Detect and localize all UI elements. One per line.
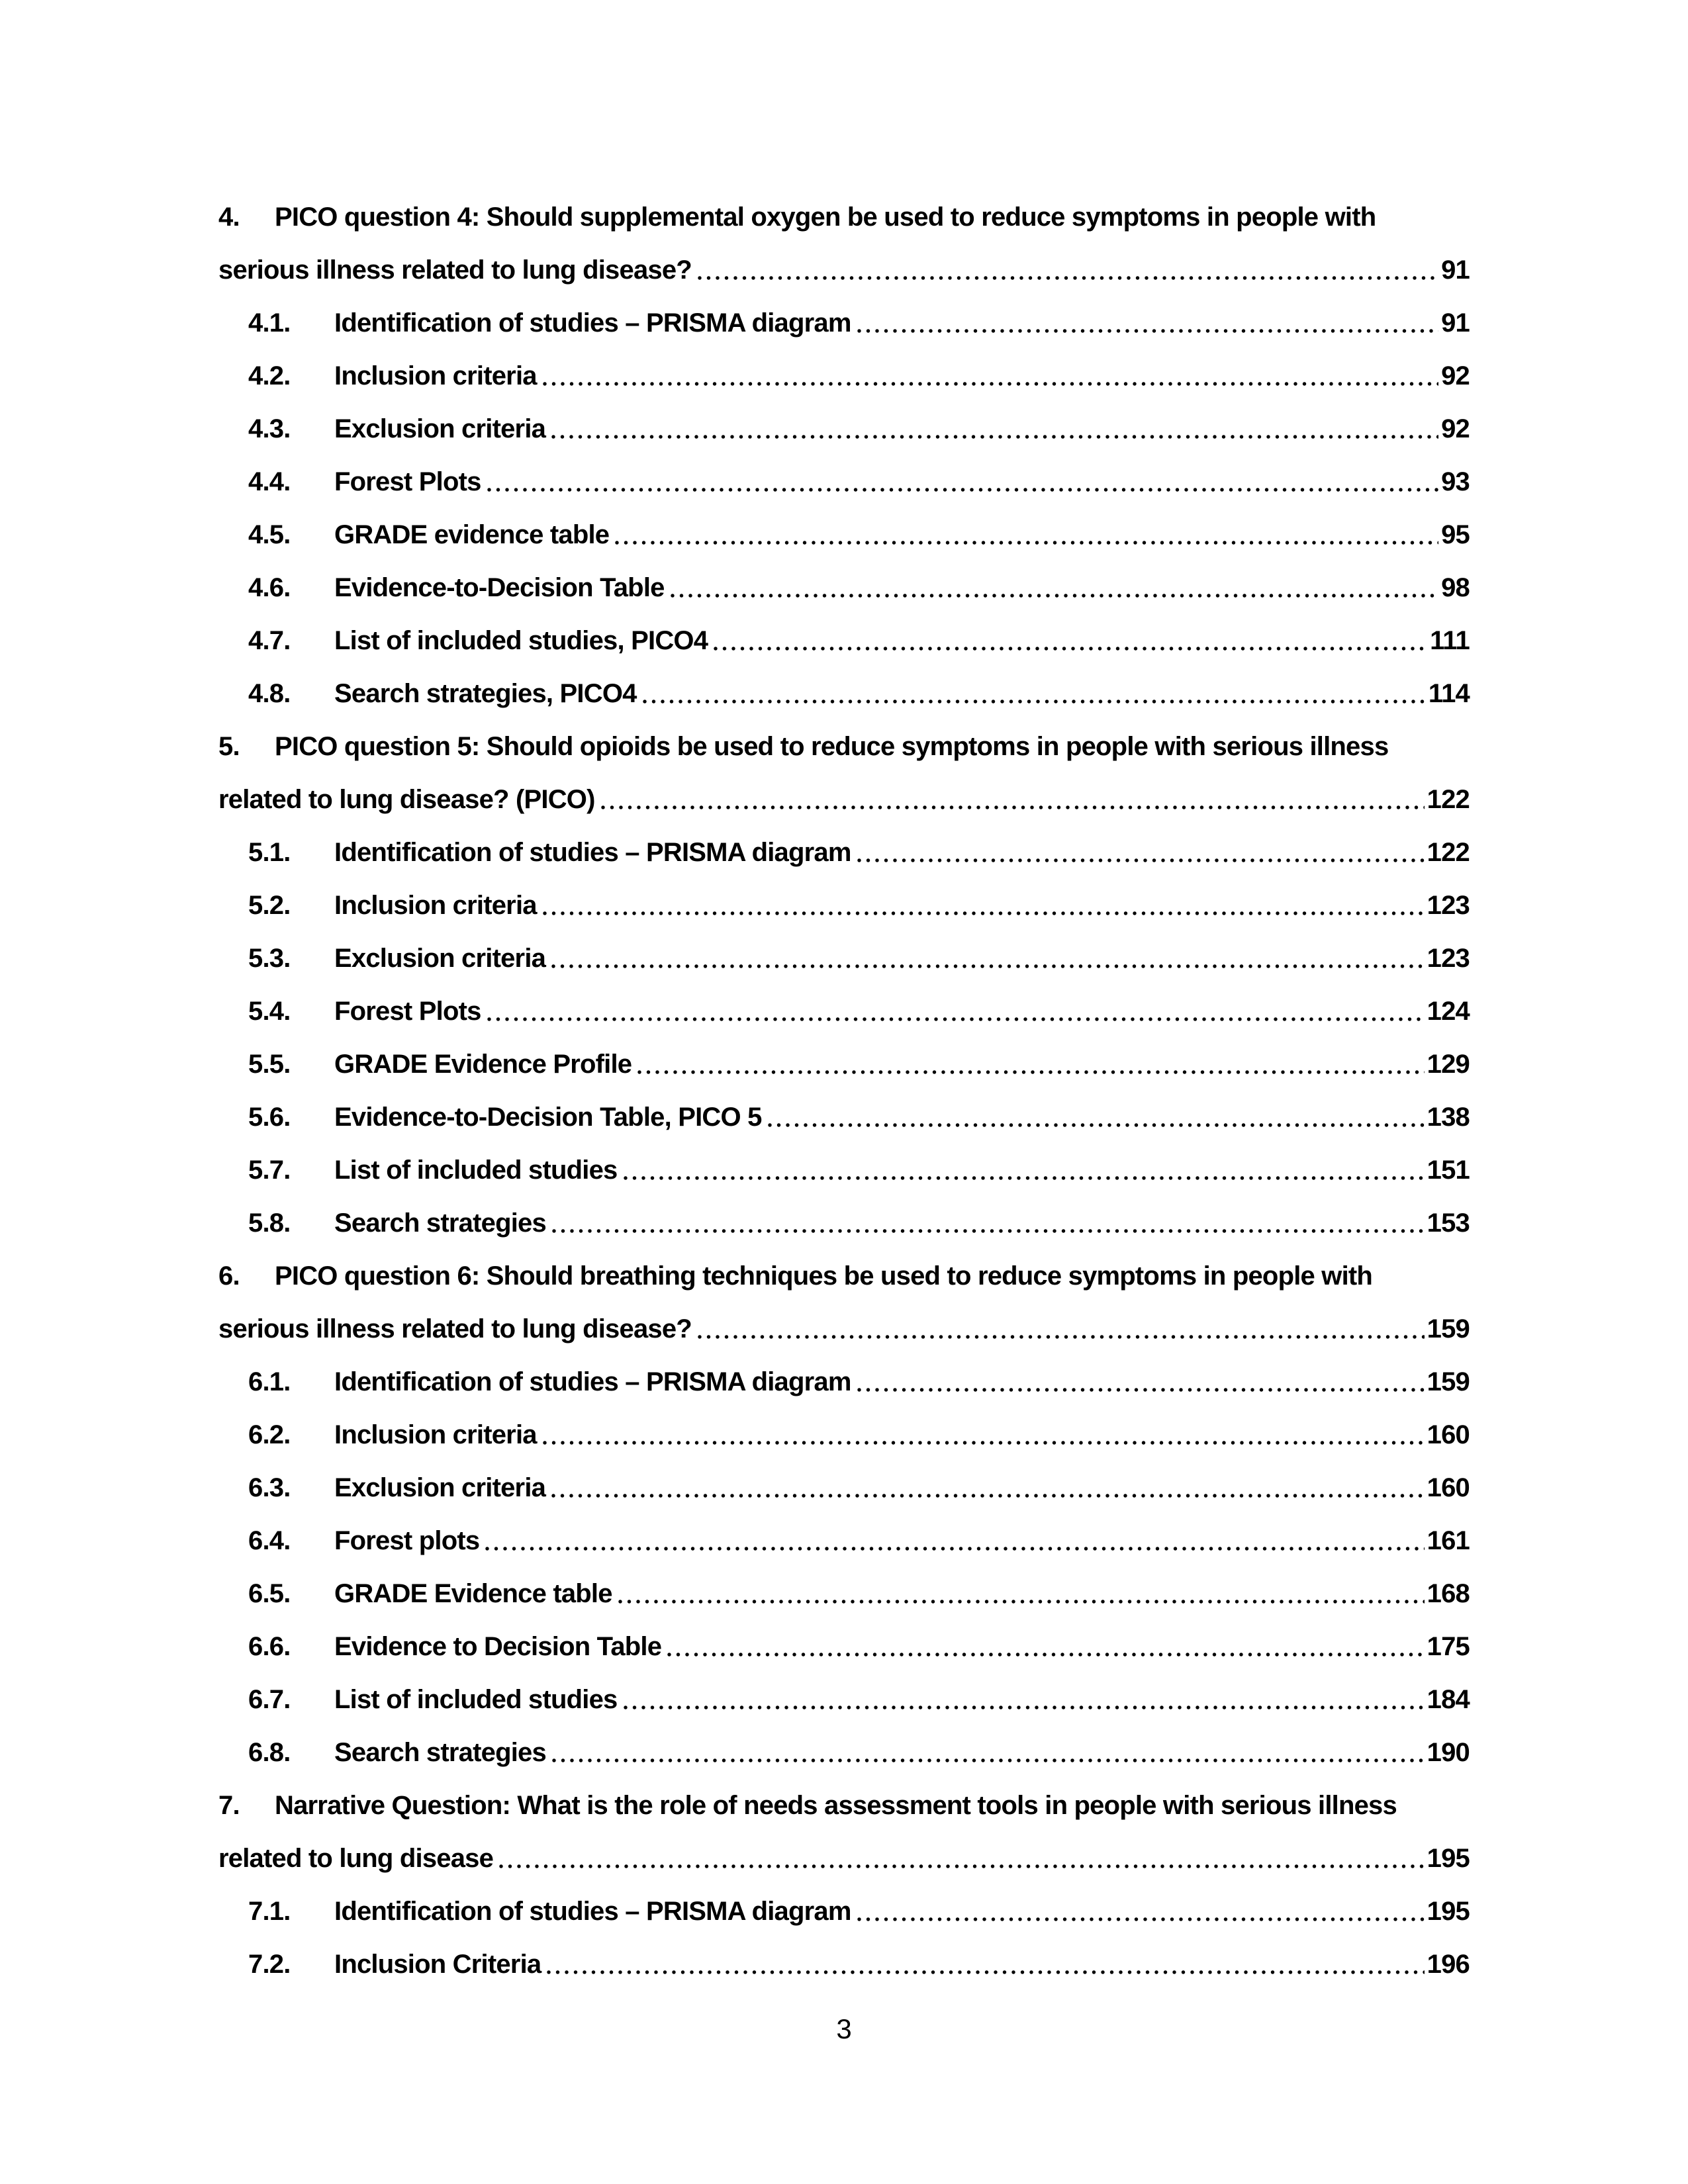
dot-leader: [601, 805, 1425, 809]
entry-number: 6.7.: [248, 1685, 291, 1714]
entry-number: 6.1.: [248, 1367, 291, 1396]
entry-title: List of included studies, PICO4: [334, 626, 708, 655]
entry-title: Inclusion criteria: [334, 891, 537, 920]
entry-title: Inclusion criteria: [334, 1420, 537, 1449]
toc-entry[interactable]: [218, 1038, 1470, 1091]
entry-number: 6.3.: [248, 1473, 291, 1502]
dot-leader: [698, 1335, 1425, 1339]
entry-title: Exclusion criteria: [334, 414, 546, 443]
entry-page-number: 175: [1427, 1632, 1470, 1661]
toc-section-entry[interactable]: [218, 1250, 1470, 1302]
entry-title: Search strategies: [334, 1738, 546, 1767]
entry-page-number: 123: [1427, 891, 1470, 920]
dot-leader: [543, 1441, 1425, 1445]
entry-number: 4.2.: [248, 361, 291, 390]
entry-title: Identification of studies – PRISMA diagram: [334, 838, 851, 867]
entry-page-number: 153: [1427, 1208, 1470, 1238]
toc-entry[interactable]: [218, 932, 1470, 985]
dot-leader: [857, 1388, 1425, 1392]
entry-title: Forest Plots: [334, 467, 481, 496]
toc-entry[interactable]: [218, 1726, 1470, 1779]
entry-page-number: 138: [1427, 1103, 1470, 1132]
section-page-number: 122: [1427, 785, 1470, 814]
entry-number: 4.7.: [248, 626, 291, 655]
toc-section-entry-continued[interactable]: [218, 1832, 1470, 1885]
toc-entry[interactable]: [218, 1567, 1470, 1620]
dot-leader: [615, 541, 1438, 545]
dot-leader: [714, 647, 1427, 651]
section-page-number: 195: [1427, 1844, 1470, 1873]
entry-number: 5.3.: [248, 944, 291, 973]
entry-number: 5.6.: [248, 1103, 291, 1132]
entry-title: GRADE Evidence table: [334, 1579, 612, 1608]
entry-number: 4.6.: [248, 573, 291, 602]
entry-page-number: 111: [1430, 626, 1470, 655]
toc-entry[interactable]: [218, 1885, 1470, 1938]
section-number: 4.: [218, 203, 240, 232]
toc-section-entry[interactable]: [218, 191, 1470, 244]
entry-page-number: 114: [1428, 679, 1470, 708]
entry-number: 7.1.: [248, 1897, 291, 1926]
toc-entry[interactable]: [218, 614, 1470, 667]
toc-entry[interactable]: [218, 879, 1470, 932]
toc-entry[interactable]: [218, 349, 1470, 402]
entry-title: Inclusion Criteria: [334, 1950, 541, 1979]
entry-title: GRADE evidence table: [334, 520, 610, 549]
section-number: 7.: [218, 1791, 240, 1820]
entry-number: 4.3.: [248, 414, 291, 443]
toc-section-entry[interactable]: [218, 720, 1470, 773]
toc-entry[interactable]: [218, 1461, 1470, 1514]
dot-leader: [857, 329, 1439, 333]
dot-leader: [857, 858, 1425, 862]
section-number: 6.: [218, 1261, 240, 1291]
entry-title: Search strategies, PICO4: [334, 679, 637, 708]
entry-number: 5.8.: [248, 1208, 291, 1238]
entry-number: 5.2.: [248, 891, 291, 920]
toc-entry[interactable]: [218, 402, 1470, 455]
entry-title: GRADE Evidence Profile: [334, 1050, 632, 1079]
entry-number: 5.1.: [248, 838, 291, 867]
toc-entry[interactable]: [218, 667, 1470, 720]
entry-page-number: 92: [1441, 414, 1470, 443]
toc-section-entry-continued[interactable]: [218, 1302, 1470, 1355]
entry-page-number: 92: [1441, 361, 1470, 390]
dot-leader: [552, 1229, 1425, 1233]
dot-leader: [857, 1917, 1425, 1921]
entry-page-number: 168: [1427, 1579, 1470, 1608]
dot-leader: [485, 1547, 1424, 1551]
toc-section-entry-continued[interactable]: [218, 244, 1470, 296]
dot-leader: [618, 1600, 1425, 1604]
dot-leader: [624, 1176, 1425, 1180]
toc: [218, 191, 1470, 1991]
entry-page-number: 122: [1427, 838, 1470, 867]
entry-page-number: 184: [1427, 1685, 1470, 1714]
entry-page-number: 159: [1427, 1367, 1470, 1396]
entry-title: Inclusion criteria: [334, 361, 537, 390]
entry-number: 6.2.: [248, 1420, 291, 1449]
dot-leader: [667, 1653, 1424, 1657]
entry-page-number: 91: [1441, 308, 1470, 338]
dot-leader: [551, 435, 1438, 439]
section-title-line1: PICO question 6: Should breathing techniques be used to reduce symptoms in people with: [275, 1261, 1373, 1291]
toc-entry[interactable]: [218, 985, 1470, 1038]
toc-entry[interactable]: [218, 508, 1470, 561]
dot-leader: [547, 1970, 1424, 1974]
toc-entry[interactable]: [218, 1408, 1470, 1461]
entry-title: Identification of studies – PRISMA diagram: [334, 1367, 851, 1396]
toc-entry[interactable]: [218, 561, 1470, 614]
entry-number: 5.7.: [248, 1156, 291, 1185]
dot-leader: [768, 1123, 1425, 1127]
section-title-line1: Narrative Question: What is the role of needs assessment tools in people with serious illness: [275, 1791, 1397, 1820]
entry-number: 4.8.: [248, 679, 291, 708]
entry-title: List of included studies: [334, 1685, 618, 1714]
entry-page-number: 160: [1427, 1420, 1470, 1449]
dot-leader: [487, 488, 1439, 492]
toc-section-entry[interactable]: [218, 1779, 1470, 1832]
toc-entry[interactable]: [218, 1144, 1470, 1197]
toc-entry[interactable]: [218, 826, 1470, 879]
entry-title: Evidence-to-Decision Table: [334, 573, 665, 602]
entry-page-number: 151: [1427, 1156, 1470, 1185]
entry-page-number: 196: [1427, 1950, 1470, 1979]
entry-page-number: 160: [1427, 1473, 1470, 1502]
entry-title: List of included studies: [334, 1156, 618, 1185]
entry-title: Forest plots: [334, 1526, 480, 1555]
toc-entry[interactable]: [218, 1514, 1470, 1567]
entry-title: Exclusion criteria: [334, 1473, 546, 1502]
toc-entry[interactable]: [218, 1197, 1470, 1250]
toc-entry[interactable]: [218, 1620, 1470, 1673]
entry-number: 5.4.: [248, 997, 291, 1026]
section-title-line2: related to lung disease: [218, 1844, 494, 1873]
entry-page-number: 161: [1427, 1526, 1470, 1555]
entry-page-number: 190: [1427, 1738, 1470, 1767]
entry-title: Evidence-to-Decision Table, PICO 5: [334, 1103, 762, 1132]
entry-number: 6.5.: [248, 1579, 291, 1608]
dot-leader: [552, 1758, 1425, 1762]
entry-number: 6.8.: [248, 1738, 291, 1767]
entry-number: 5.5.: [248, 1050, 291, 1079]
section-page-number: 91: [1441, 255, 1470, 285]
toc-entry[interactable]: [218, 1355, 1470, 1408]
entry-title: Identification of studies – PRISMA diagram: [334, 308, 851, 338]
entry-number: 4.4.: [248, 467, 291, 496]
toc-entry[interactable]: [218, 296, 1470, 349]
toc-entry[interactable]: [218, 1091, 1470, 1144]
section-title-line2: serious illness related to lung disease?: [218, 255, 692, 285]
entry-title: Identification of studies – PRISMA diagram: [334, 1897, 851, 1926]
dot-leader: [671, 594, 1439, 598]
toc-entry[interactable]: [218, 1938, 1470, 1991]
section-title-line2: serious illness related to lung disease?: [218, 1314, 692, 1343]
entry-number: 6.4.: [248, 1526, 291, 1555]
section-title-line1: PICO question 4: Should supplemental oxygen be used to reduce symptoms in people with: [275, 203, 1376, 232]
dot-leader: [551, 964, 1425, 968]
entry-number: 4.5.: [248, 520, 291, 549]
dot-leader: [698, 276, 1438, 280]
dot-leader: [643, 700, 1426, 704]
entry-number: 7.2.: [248, 1950, 291, 1979]
entry-page-number: 195: [1427, 1897, 1470, 1926]
dot-leader: [499, 1864, 1425, 1868]
entry-number: 6.6.: [248, 1632, 291, 1661]
entry-title: Evidence to Decision Table: [334, 1632, 662, 1661]
entry-title: Search strategies: [334, 1208, 546, 1238]
entry-page-number: 98: [1441, 573, 1470, 602]
dot-leader: [551, 1494, 1425, 1498]
entry-page-number: 93: [1441, 467, 1470, 496]
entry-page-number: 95: [1441, 520, 1470, 549]
entry-page-number: 124: [1427, 997, 1470, 1026]
dot-leader: [624, 1706, 1425, 1709]
dot-leader: [637, 1070, 1424, 1074]
entry-title: Forest Plots: [334, 997, 481, 1026]
toc-section-entry-continued[interactable]: [218, 773, 1470, 826]
entry-number: 4.1.: [248, 308, 291, 338]
dot-leader: [543, 911, 1425, 915]
dot-leader: [487, 1017, 1425, 1021]
page-number-footer: 3: [836, 2013, 852, 2044]
entry-page-number: 123: [1427, 944, 1470, 973]
toc-entry[interactable]: [218, 1673, 1470, 1726]
section-title-line1: PICO question 5: Should opioids be used to reduce symptoms in people with serious illness: [275, 732, 1389, 761]
entry-title: Exclusion criteria: [334, 944, 546, 973]
entry-page-number: 129: [1427, 1050, 1470, 1079]
section-number: 5.: [218, 732, 240, 761]
section-page-number: 159: [1427, 1314, 1470, 1343]
toc-entry[interactable]: [218, 455, 1470, 508]
section-title-line2: related to lung disease? (PICO): [218, 785, 595, 814]
dot-leader: [543, 382, 1438, 386]
